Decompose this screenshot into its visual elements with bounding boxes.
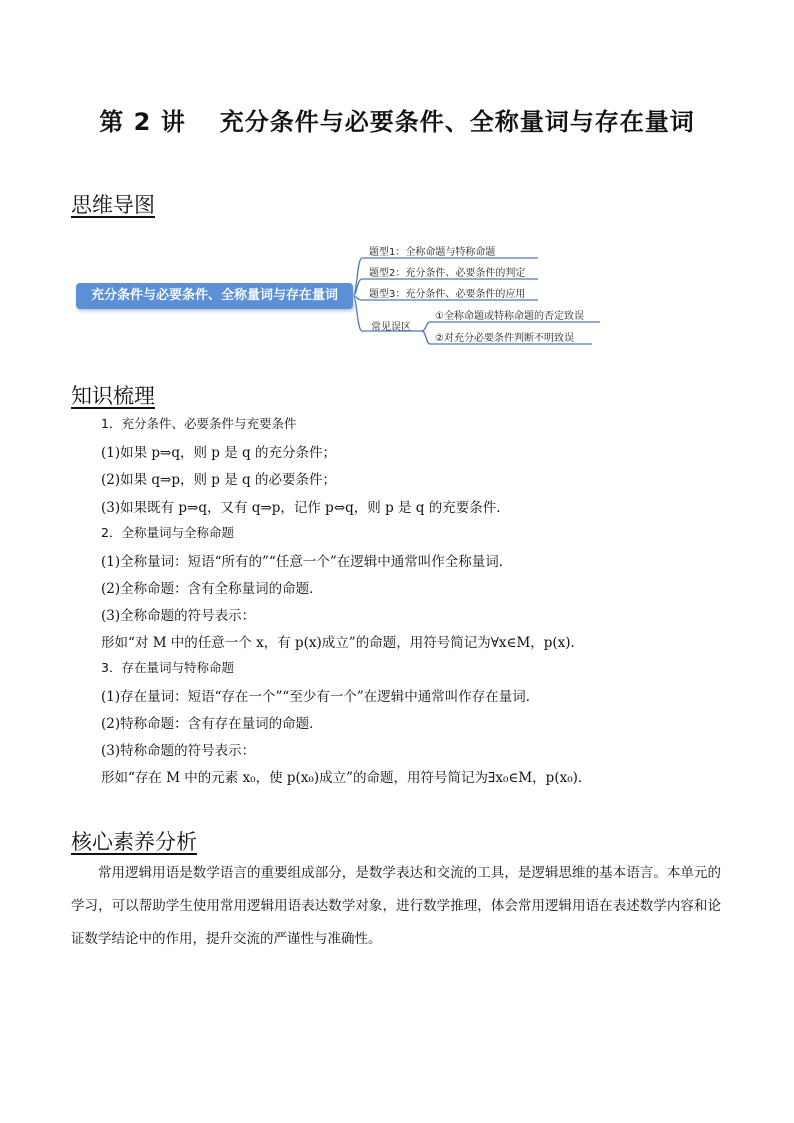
knowledge-line: (3)特称命题的符号表示：	[101, 743, 256, 759]
knowledge-heading-1: 1．充分条件、必要条件与充要条件	[101, 416, 297, 431]
knowledge-line: (3)全称命题的符号表示：	[101, 608, 256, 624]
connector-error-1	[422, 322, 430, 331]
knowledge-line: 形如“对 M 中的任意一个 x，有 p(x)成立”的命题，用符号简记为∀x∈M，p(x)．	[101, 635, 585, 651]
knowledge-line: (1)存在量词：短语“存在一个”“至少有一个”在逻辑中通常叫作存在量词．	[101, 689, 540, 705]
mind-map-error-2: ②对充分必要条件判断不明致误	[435, 333, 574, 344]
connector-branch-4	[353, 296, 362, 331]
mind-map-branch-3: 题型3：充分条件、必要条件的应用	[369, 289, 526, 300]
core-paragraph: 常用逻辑用语是数学语言的重要组成部分，是数学表达和交流的工具，是逻辑思维的基本语言。本单元的学习，可以帮助学生使用常用逻辑用语表达数学对象，进行数学推理，体会常用逻辑用语在表述数学内容和论证数学结论中的作用，提升交流的严谨性与准确性。	[71, 865, 721, 947]
knowledge-line: (1)如果 p⇒q，则 p 是 q 的充分条件；	[101, 445, 336, 461]
section-heading-mindmap: 思维导图	[71, 193, 155, 217]
connector-error-2	[422, 331, 430, 344]
mind-map-error-1: ①全称命题或特称命题的否定致误	[435, 311, 584, 322]
knowledge-line: (2)全称命题：含有全称量词的命题．	[101, 581, 323, 597]
knowledge-line: (2)特称命题：含有存在量词的命题．	[101, 716, 323, 732]
mind-map-branch-2: 题型2：充分条件、必要条件的判定	[369, 268, 526, 279]
knowledge-line: (3)如果既有 p⇒q，又有 q⇒p，记作 p⇔q，则 p 是 q 的充要条件．	[101, 500, 510, 516]
knowledge-heading-3: 3．存在量词与特称命题	[101, 660, 234, 675]
knowledge-line: (2)如果 q⇒p，则 p 是 q 的必要条件；	[101, 472, 336, 488]
knowledge-line: (1)全称量词：短语“所有的”“任意一个”在逻辑中通常叫作全称量词．	[101, 554, 513, 570]
section-heading-core: 核心素养分析	[71, 830, 197, 854]
lecture-number: 第 2 讲	[99, 108, 186, 136]
connector-branch-1	[353, 258, 362, 296]
knowledge-line: 形如“存在 M 中的元素 x₀，使 p(x₀)成立”的命题，用符号简记为∃x₀∈M，p(x₀)．	[101, 770, 592, 786]
lecture-topic: 充分条件与必要条件、全称量词与存在量词	[219, 108, 695, 136]
knowledge-heading-2: 2．全称量词与全称命题	[101, 525, 234, 540]
mind-map-branch-4: 常见误区	[371, 322, 411, 333]
mind-map-root: 充分条件与必要条件、全称量词与存在量词	[76, 283, 353, 309]
mind-map-branch-1: 题型1：全称命题与特称命题	[369, 247, 496, 258]
section-heading-knowledge: 知识梳理	[71, 384, 155, 408]
